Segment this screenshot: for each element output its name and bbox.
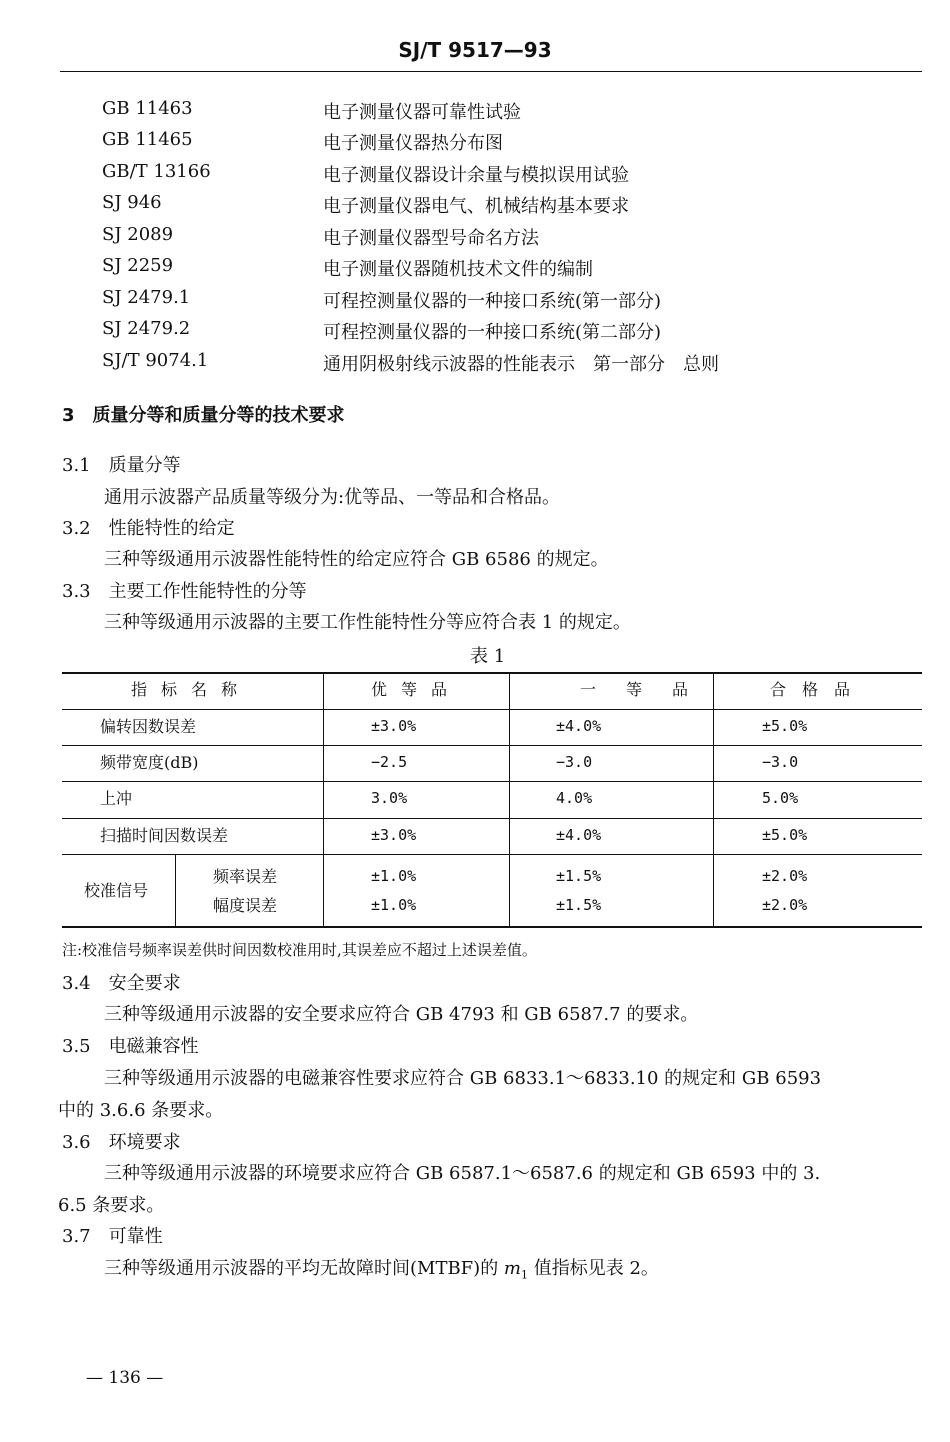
table-col-rule (713, 672, 714, 927)
table-cell: ±1.5% (556, 867, 602, 885)
standard-code: SJ 946 (102, 192, 162, 213)
table-subrow-label: 频率误差 (213, 867, 278, 886)
document-header: SJ/T 9517—93 (398, 38, 552, 62)
standard-code: GB 11463 (102, 98, 193, 119)
section-3-7-text-pre: 三种等级通用示波器的平均无故障时间(MTBF)的 (104, 1258, 504, 1279)
header-rule (60, 71, 922, 72)
table-caption: 表 1 (470, 646, 506, 667)
table-cell: ±2.0% (762, 896, 808, 914)
table-header-cell: 一等品 (580, 680, 719, 699)
table-cell: ±2.0% (762, 867, 808, 885)
table-row-label: 扫描时间因数误差 (100, 826, 229, 845)
section-3-1-heading: 3.1 质量分等 (62, 455, 181, 476)
mtbf-subscript: 1 (521, 1268, 528, 1282)
table-cell: 3.0% (371, 789, 408, 807)
table-cell: ±1.0% (371, 867, 417, 885)
section-3-7-text (104, 1254, 659, 1282)
standard-code: SJ 2479.2 (102, 318, 191, 339)
table-col-rule (323, 672, 324, 927)
table-row-rule (62, 781, 922, 782)
table-row-rule (62, 854, 922, 855)
section-3-5-heading: 3.5 电磁兼容性 (62, 1036, 199, 1057)
table-row-rule (62, 745, 922, 746)
standard-title: 通用阴极射线示波器的性能表示 第一部分 总则 (323, 354, 719, 375)
section-3-3-heading: 3.3 主要工作性能特性的分等 (62, 581, 307, 602)
standard-title: 可程控测量仪器的一种接口系统(第一部分) (323, 291, 662, 312)
table-row-rule (62, 818, 922, 819)
section-3-4-text: 三种等级通用示波器的安全要求应符合 GB 4793 和 GB 6587.7 的要求。 (104, 1004, 699, 1025)
section-3-6-text-line1: 三种等级通用示波器的环境要求应符合 GB 6587.1～6587.6 的规定和 GB 6593 中的 3. (104, 1163, 821, 1184)
table-top-rule (62, 672, 922, 674)
standard-title: 电子测量仪器设计余量与模拟误用试验 (323, 165, 629, 186)
table-subrow-label: 幅度误差 (213, 896, 278, 915)
section-3-7-text-post: 值指标见表 2。 (528, 1258, 659, 1279)
standard-title: 电子测量仪器电气、机械结构基本要求 (323, 196, 629, 217)
table-cell: ±5.0% (762, 717, 808, 735)
standard-code: GB/T 13166 (102, 161, 211, 182)
table-cell: ±3.0% (371, 826, 417, 844)
table-note: 注:校准信号频率误差供时间因数校准用时,其误差应不超过上述误差值。 (62, 941, 537, 959)
table-cell: ±4.0% (556, 717, 602, 735)
table-header-cell: 优等品 (371, 680, 462, 699)
section-3-5-text-line2: 中的 3.6.6 条要求。 (58, 1100, 224, 1121)
table-row-label: 偏转因数误差 (100, 717, 197, 736)
table-cell: −2.5 (371, 753, 408, 771)
section-3-6-text-line2: 6.5 条要求。 (58, 1195, 165, 1216)
table-cell: −3.0 (762, 753, 799, 771)
table-bottom-rule (62, 926, 922, 928)
table-cell: ±4.0% (556, 826, 602, 844)
section-3-5-text-line1: 三种等级通用示波器的电磁兼容性要求应符合 GB 6833.1～6833.10 的规定和 GB 6593 (104, 1068, 822, 1089)
table-header-cell: 合格品 (770, 680, 867, 699)
page-number: — 136 — (86, 1368, 164, 1388)
table-cell: ±1.0% (371, 896, 417, 914)
standard-title: 电子测量仪器热分布图 (323, 133, 503, 154)
table-row-label: 频带宽度(dB) (100, 753, 199, 772)
section-3-7-heading: 3.7 可靠性 (62, 1226, 163, 1247)
table-group-label: 校准信号 (84, 881, 149, 900)
table-cell: ±3.0% (371, 717, 417, 735)
table-cell: 5.0% (762, 789, 799, 807)
standard-title: 可程控测量仪器的一种接口系统(第二部分) (323, 322, 662, 343)
table-cell: ±1.5% (556, 896, 602, 914)
table-cell: 4.0% (556, 789, 593, 807)
table-row-rule (62, 709, 922, 710)
standard-code: SJ 2089 (102, 224, 174, 245)
section-3-2-text: 三种等级通用示波器性能特性的给定应符合 GB 6586 的规定。 (104, 549, 609, 570)
standard-title: 电子测量仪器型号命名方法 (323, 228, 539, 249)
standard-code: GB 11465 (102, 129, 193, 150)
table-cell: −3.0 (556, 753, 593, 771)
standard-title: 电子测量仪器随机技术文件的编制 (323, 259, 593, 280)
table-group-rule (175, 854, 176, 927)
table-header-cell: 指标名称 (131, 680, 252, 699)
standard-code: SJ 2259 (102, 255, 174, 276)
section-3-6-heading: 3.6 环境要求 (62, 1132, 181, 1153)
section-3-4-heading: 3.4 安全要求 (62, 973, 181, 994)
section-3-3-text: 三种等级通用示波器的主要工作性能特性分等应符合表 1 的规定。 (104, 612, 631, 633)
table-cell: ±5.0% (762, 826, 808, 844)
standard-title: 电子测量仪器可靠性试验 (323, 102, 521, 123)
mtbf-symbol: m (503, 1258, 521, 1279)
section-3-2-heading: 3.2 性能特性的给定 (62, 518, 235, 539)
section-3-1-text: 通用示波器产品质量等级分为:优等品、一等品和合格品。 (104, 487, 561, 508)
standard-code: SJ/T 9074.1 (102, 350, 209, 371)
standard-code: SJ 2479.1 (102, 287, 191, 308)
table-col-rule (509, 672, 510, 927)
section-3-heading: 3 质量分等和质量分等的技术要求 (62, 405, 345, 426)
table-row-label: 上冲 (100, 789, 133, 808)
